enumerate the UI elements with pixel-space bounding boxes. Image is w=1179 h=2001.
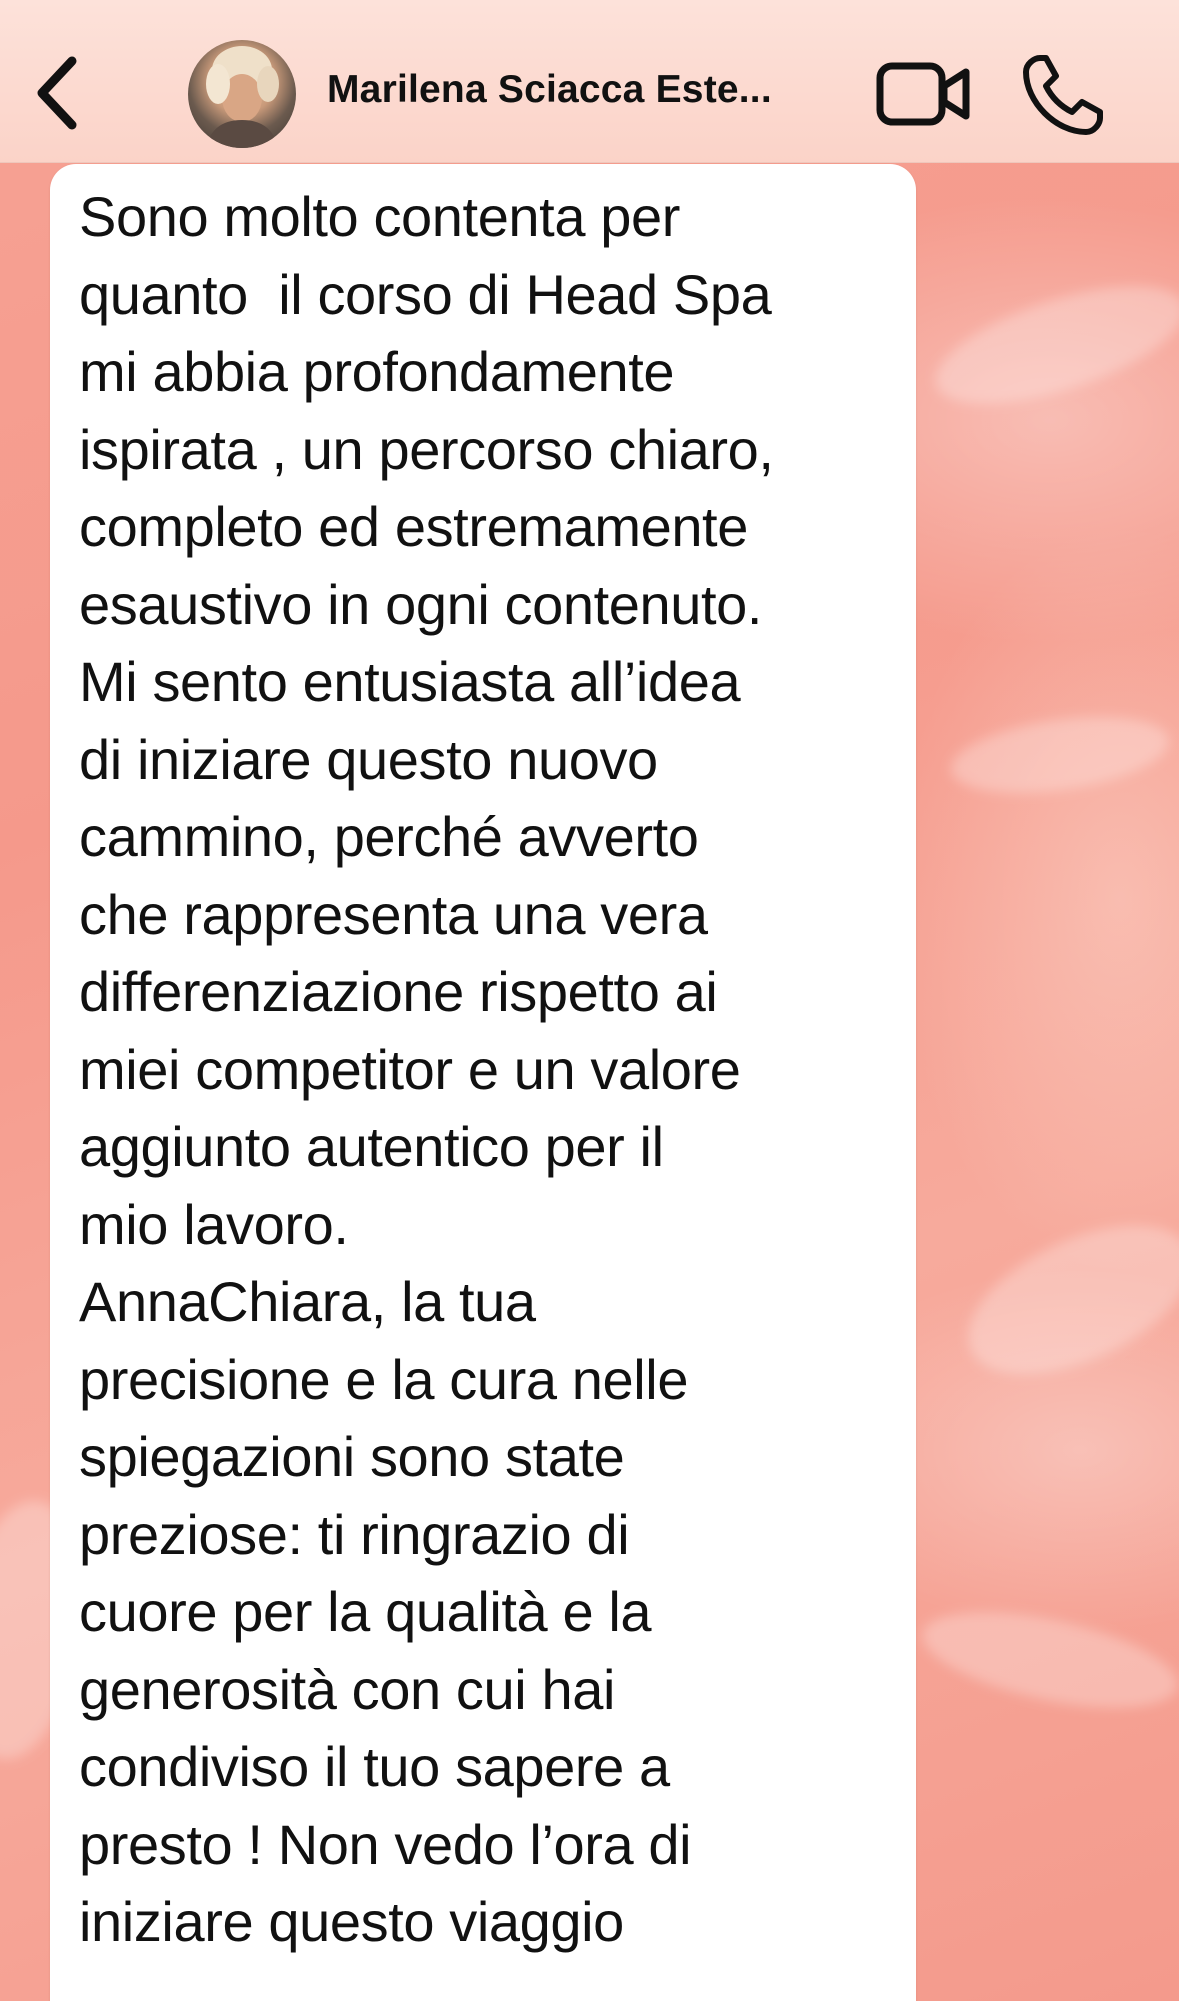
message-text: Sono molto contenta per quanto il corso di Head Spa mi abbia profondamente ispirata , un percorso chiaro, completo ed estremamente esaustivo in ogni contenuto. Mi sento entusiasta all’idea di iniziare questo nuovo cammino, perché avverto che rappresenta una vera differenziazione rispetto ai miei competitor e un valore aggiunto autentico per il mio lavoro. AnnaChiara, la tua precisione e la cura nelle spiegazioni sono state preziose: ti ringrazio di cuore per la qualità e la generosità con cui hai condiviso il tuo sapere a presto ! Non vedo l’ora di iniziare questo viaggio xyxy=(79,185,774,1953)
voice-call-button[interactable] xyxy=(1018,50,1108,140)
back-button[interactable] xyxy=(22,48,92,138)
background-streak xyxy=(946,705,1174,805)
avatar-photo xyxy=(188,40,296,148)
chevron-left-icon xyxy=(32,53,82,133)
background-streak xyxy=(922,262,1179,428)
background-streak xyxy=(946,1195,1179,1405)
background-streak xyxy=(915,1594,1179,1726)
phone-icon xyxy=(1018,50,1108,140)
contact-name[interactable]: Marilena Sciacca Este... xyxy=(327,68,772,111)
chat-header xyxy=(0,0,1179,163)
video-call-button[interactable] xyxy=(874,56,974,132)
video-camera-icon xyxy=(874,56,974,132)
avatar[interactable] xyxy=(188,40,296,148)
message-bubble[interactable] xyxy=(50,164,916,2001)
